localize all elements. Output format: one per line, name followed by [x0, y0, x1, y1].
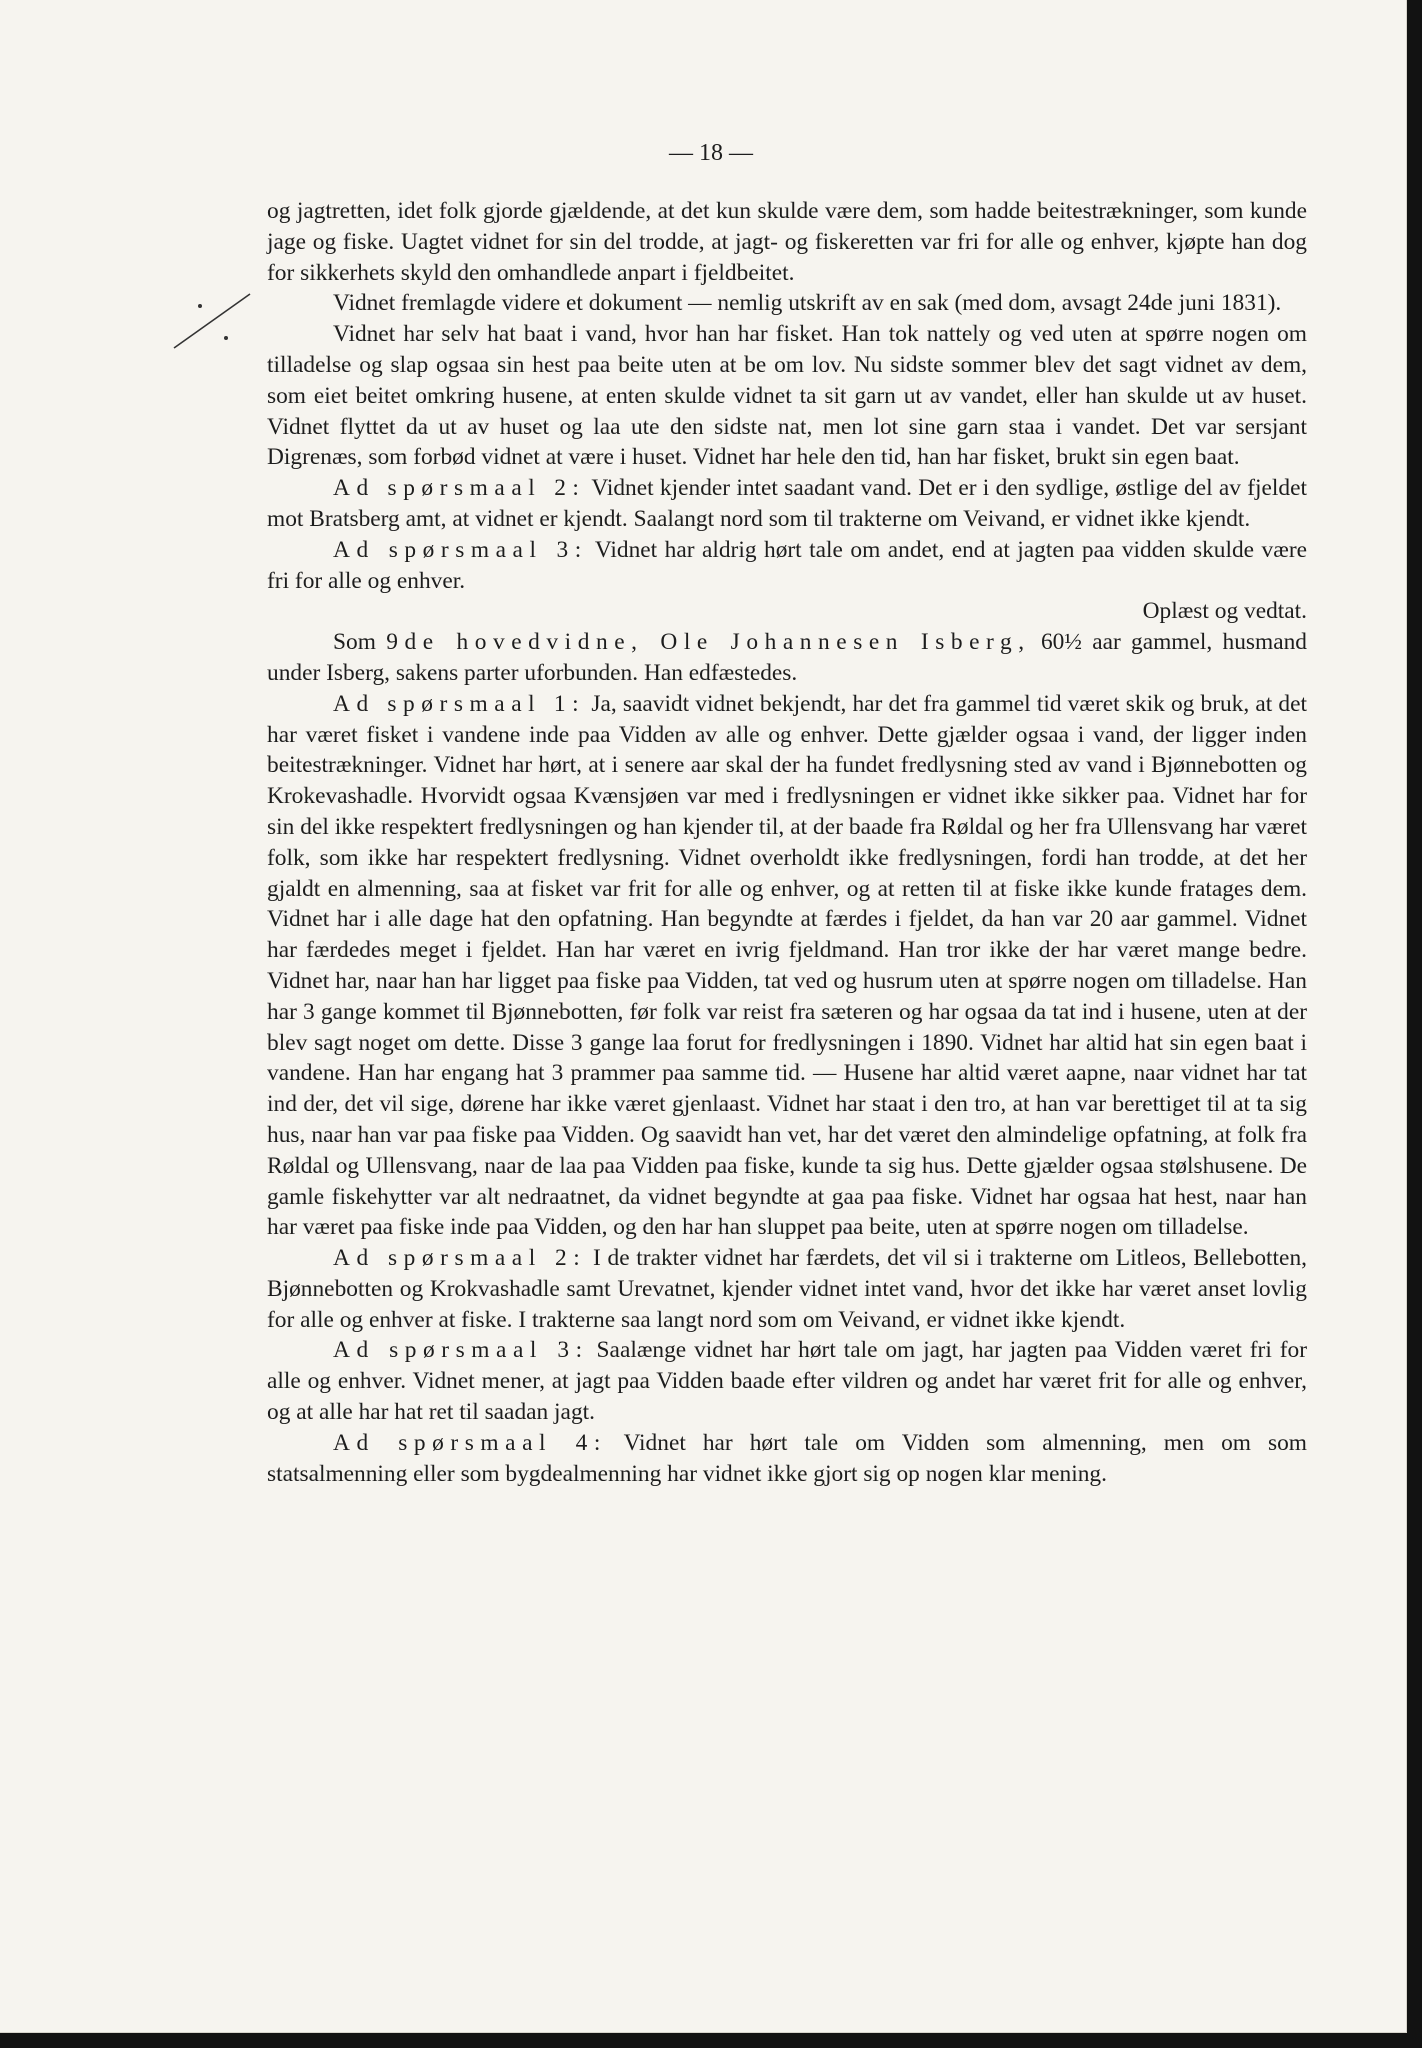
question-label: Ad spørsmaal 3: [333, 536, 588, 563]
paragraph-question-4: Ad spørsmaal 4: Vidnet har hørt tale om Vidden som almenning, men om som statsalmenning eller som bygdealmenning har vidnet ikke gjort sig op nogen klar mening. [267, 1429, 1307, 1487]
question-label: Ad spørsmaal 2: [333, 1245, 587, 1272]
margin-mark-icon [170, 290, 256, 352]
paragraph-question-2: Ad spørsmaal 2: I de trakter vidnet har færdets, det vil si i trakterne om Litleos, Bellebotten, Bjønnebotten og Krokvashadle samt Urevatnet, kjender vidnet intet vand, hvor det ikke har været anset lovlig for alle og enhver at fiske. I trakterne saa langt nord som om Veivand, er vidnet ikke kjendt. [267, 1245, 1307, 1333]
paragraph-question-3: Ad spørsmaal 3: Saalænge vidnet har hørt tale om jagt, har jagten paa Vidden været fri for alle og enhver. Vidnet mener, at jagt paa Vidden baade efter vildren og andet har været frit for alle og enhver, og at alle har hat ret til saadan jagt. [267, 1337, 1307, 1426]
witness-name: 9de hovedvidne, Ole Johannesen Isberg, [386, 629, 1031, 656]
paragraph-question-3: Ad spørsmaal 3: Vidnet har aldrig hørt tale om andet, end at jagten paa vidden skulde være fri for alle og enhver. [267, 536, 1307, 594]
paragraph-question-1: Ad spørsmaal 1: Ja, saavidt vidnet bekjendt, har det fra gammel tid været skik og bruk, at det har været fisket i vandene inde paa Vidden av alle og enhver. Dette gjælder ogsaa i vand, der ligger inden beitestrækninger. Vidnet har hørt, at i senere aar skal der ha fundet fredlysning sted av vand i Bjønnebotten og Krokevashadle. Hvorvidt ogsaa Kvænsjøen var med i fredlysningen er vidnet ikke sikker paa. Vidnet har for sin del ikke respektert fredlysningen og han kjender til, at der baade fra Røldal og her fra Ullensvang har været folk, som ikke har respektert fredlysning. Vidnet overholdt ikke fredlysningen, fordi han trodde, at det her gjaldt en almenning, saa at fisket var frit for alle og enhver, og at retten til at fiske ikke kunde fratages dem. Vidnet har i alle dage hat den opfatning. Han begyndte at færdes i fjeldet, da han var 20 aar gammel. Vidnet har færdedes meget i fjeldet. Han har været en ivrig fjeldmand. Han tror ikke der har været mange bedre. Vidnet har, naar han har ligget paa fiske paa Vidden, tat ved og husrum uten at spørre nogen om tilladelse. Han har 3 gange kommet til Bjønnebotten, før folk var reist fra sæteren og har ogsaa da tat ind i husene, uten at der blev sagt noget om dette. Disse 3 gange laa forut for fredlysningen i 1890. Vidnet har altid hat sin egen baat i vandene. Han har engang hat 3 prammer paa samme tid. — Husene har altid været aapne, naar vidnet har tat ind der, det vil sige, dørene har ikke været gjenlaast. Vidnet har staat i den tro, at han var berettiget til at ta sig hus, naar han var paa fiske paa Vidden. Og saavidt han vet, har det været den almindelige opfatning, at folk fra Røldal og Ullensvang, naar de laa paa Vidden paa fiske, kunde ta sig hus. Dette gjælder ogsaa stølshusene. De gamle fiskehytter var alt nedraatnet, da vidnet begyndte at gaa paa fiske. Vidnet har ogsaa hat hest, naar han har været paa fiske inde paa Vidden, og den har han sluppet paa beite, uten at spørre nogen om tilladelse. [267, 690, 1307, 1241]
question-label: Ad spørsmaal 3: [333, 1337, 589, 1364]
signoff-read-approved: Oplæst og vedtat. [1142, 598, 1307, 625]
paragraph: Vidnet har selv hat baat i vand, hvor han har fisket. Han tok nattely og ved uten at spørre nogen om tilladelse og slap ogsaa sin hest paa beite uten at be om lov. Nu sidste sommer blev det sagt vidnet av dem, som eiet beitet omkring husene, at enten skulde vidnet ta sit garn ut av vandet, eller han skulde ut av huset. Vidnet flyttet da ut av huset og laa ute den sidste nat, men lot sine garn staa i vandet. Det var sersjant Digrenæs, som forbød vidnet at være i huset. Vidnet har hele den tid, han har fisket, brukt sin egen baat. [267, 321, 1307, 471]
paragraph: og jagtretten, idet folk gjorde gjældende, at det kun skulde være dem, som hadde beitestrækninger, som kunde jage og fiske. Uagtet vidnet for sin del trodde, at jagt- og fiskeretten var fri for alle og enhver, kjøpte han dog for sikkerhets skyld den omhandlede anpart i fjeldbeitet. [267, 198, 1307, 286]
document-body [267, 196, 1307, 1489]
question-label: Ad spørsmaal 2: [333, 475, 586, 502]
paragraph-witness-intro: Som 9de hovedvidne, Ole Johannesen Isberg, 60½ aar gammel, husmand under Isberg, sakens parter uforbunden. Han edfæstedes. [267, 629, 1307, 686]
question-label: Ad spørsmaal 1: [333, 690, 586, 717]
question-label: Ad spørsmaal 4: [333, 1429, 607, 1456]
page-number: — 18 — [669, 140, 753, 166]
paragraph-question-2: Ad spørsmaal 2: Vidnet kjender intet saadant vand. Det er i den sydlige, østlige del av fjeldet mot Bratsberg amt, at vidnet er kjendt. Saalangt nord som til trakterne om Veivand, er vidnet ikke kjendt. [267, 475, 1307, 532]
paragraph: Vidnet fremlagde videre et dokument — nemlig utskrift av en sak (med dom, avsagt 24de juni 1831). [333, 290, 1282, 317]
